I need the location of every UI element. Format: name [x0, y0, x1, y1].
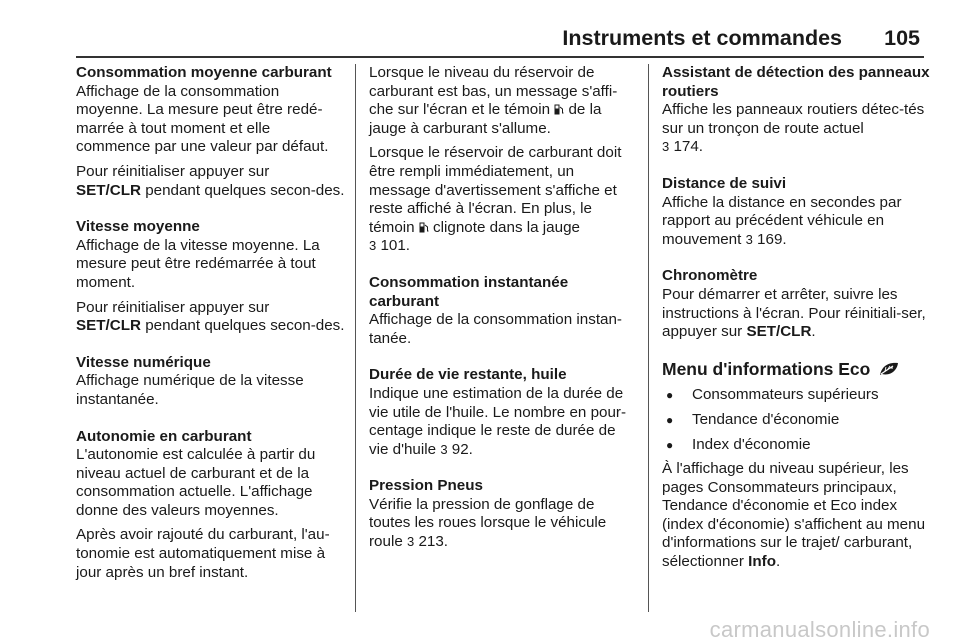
section-fuel-range	[76, 428, 346, 583]
paragraph: Affichage de la consommation instan-tanée.	[369, 311, 622, 347]
column-divider	[648, 64, 649, 612]
text: .	[775, 553, 781, 571]
section-average-speed	[76, 218, 346, 336]
section-instant-consumption	[369, 274, 637, 348]
section-average-consumption	[76, 64, 346, 200]
text: Pour démarrer et arrêter, suivre les instructions à l'écran. Pour réinitiali-ser, appuyer sur	[662, 285, 926, 341]
text: de la jauge à carburant s'allume.	[369, 101, 602, 137]
text: 174.	[669, 138, 704, 156]
page-header	[0, 0, 960, 58]
list-item: ● Tendance d'économie	[662, 411, 932, 430]
page-ref-marker: 3	[662, 139, 670, 155]
page-ref-marker: 3	[369, 238, 377, 254]
footer	[0, 615, 960, 642]
page-title: Instruments et commandes	[562, 26, 842, 50]
section-oil-life	[369, 366, 637, 459]
page-number: 105	[884, 26, 920, 50]
fuel-pump-icon	[554, 104, 564, 115]
section-title-text: Menu d'informations Eco	[662, 358, 871, 379]
column-divider	[355, 64, 356, 612]
section-eco-menu	[662, 360, 932, 572]
leaf-icon	[878, 361, 900, 377]
watermark-text: carmanualsonline.info	[709, 617, 930, 642]
text: pendant quelques secon-des.	[140, 181, 345, 199]
list-item: ● Consommateurs supérieurs	[662, 386, 932, 405]
column-2	[369, 64, 637, 570]
paragraph	[369, 496, 637, 552]
paragraph: Après avoir rajouté du carburant, l'au-tonomie est automatiquement mise à jour après un bref instant.	[76, 526, 330, 581]
button-label-ref: Info	[748, 553, 776, 571]
text: 169.	[752, 230, 787, 248]
section-heading: Distance de suivi	[662, 174, 787, 192]
paragraph: Affichage numérique de la vitesse instantanée.	[76, 372, 304, 408]
section-heading: Consommation moyenne carburant	[76, 64, 332, 81]
button-label-ref: SET/CLR	[76, 181, 141, 199]
page-ref-marker: 3	[440, 441, 448, 457]
column-3	[662, 64, 932, 578]
section-title	[662, 360, 932, 379]
page-ref-marker: 3	[407, 534, 415, 550]
button-label-ref: SET/CLR	[746, 323, 812, 341]
section-heading: Consommation instantanée carburant	[369, 273, 569, 310]
paragraph	[76, 299, 346, 336]
button-label-ref: SET/CLR	[76, 317, 141, 335]
list-item: ● Index d'économie	[662, 436, 932, 455]
section-heading: Vitesse numérique	[76, 353, 211, 371]
section-traffic-sign-assist	[662, 64, 932, 157]
paragraph	[662, 194, 932, 250]
paragraph	[662, 460, 932, 572]
page-ref-marker: 3	[745, 231, 753, 247]
text: Lorsque le réservoir de carburant doit être rempli immédiatement, un message d'avertissement s'affiche et reste affiché à l'écran. En plus, le témoin	[369, 144, 622, 236]
paragraph: L'autonomie est calculée à partir du niveau actuel de carburant et de la consommation actuelle. L'affichage donne des valeurs moyennes.	[76, 446, 316, 519]
text: 101.	[376, 237, 411, 255]
text: Vérifie la pression de gonflage de toutes les roues lorsque le véhicule roule	[369, 495, 607, 551]
section-heading: Durée de vie restante, huile	[369, 366, 567, 384]
text: Affiche les panneaux routiers détec-tés sur un tronçon de route actuel	[662, 101, 925, 137]
text: Pour réinitialiser appuyer sur	[76, 162, 270, 180]
section-heading: Vitesse moyenne	[76, 218, 200, 236]
text: .	[811, 323, 816, 341]
column-1	[76, 64, 346, 600]
section-low-fuel	[369, 64, 637, 256]
section-stopwatch	[662, 267, 932, 341]
text: Lorsque le niveau du réservoir de carburant est bas, un message s'affi-che sur l'écran et le témoin	[369, 64, 618, 119]
fuel-pump-icon	[419, 222, 429, 233]
section-heading: Pression Pneus	[369, 477, 483, 495]
section-tire-pressure	[369, 477, 637, 551]
section-digital-speed	[76, 354, 346, 410]
paragraph	[369, 64, 637, 138]
eco-menu-list	[662, 386, 932, 454]
text: 213.	[414, 533, 449, 551]
text: Affiche la distance en secondes par rapport au précédent véhicule en mouvement	[662, 193, 902, 248]
paragraph: Affichage de la vitesse moyenne. La mesure peut être redémarrée à tout moment.	[76, 236, 320, 291]
paragraph	[369, 144, 637, 256]
section-heading: Autonomie en carburant	[76, 427, 252, 445]
section-heading: Chronomètre	[662, 267, 758, 285]
paragraph: Affichage de la consommation moyenne. La mesure peut être redé-marrée à tout moment et elle commence par une valeur par défaut.	[76, 82, 329, 156]
text: Pour réinitialiser appuyer sur	[76, 298, 270, 316]
text: pendant quelques secon-des.	[140, 317, 345, 335]
text: À l'affichage du niveau supérieur, les pages Consommateurs principaux, Tendance d'économie et Eco index (index d'économie) s'affichent au menu d'informations sur le trajet/ carburant, sélectionner	[662, 460, 926, 571]
paragraph	[662, 101, 932, 157]
text: clignote dans la jauge	[428, 218, 580, 236]
paragraph	[662, 286, 932, 342]
section-following-distance	[662, 175, 932, 249]
text: Indique une estimation de la durée de vie utile de l'huile. Le nombre en pour-centage indique le reste de durée de vie d'huile	[369, 384, 627, 458]
section-heading: Assistant de détection des panneaux routiers	[662, 64, 930, 100]
header-rule	[76, 56, 924, 58]
paragraph	[76, 163, 346, 200]
paragraph	[369, 385, 637, 459]
text: 92.	[447, 440, 473, 458]
